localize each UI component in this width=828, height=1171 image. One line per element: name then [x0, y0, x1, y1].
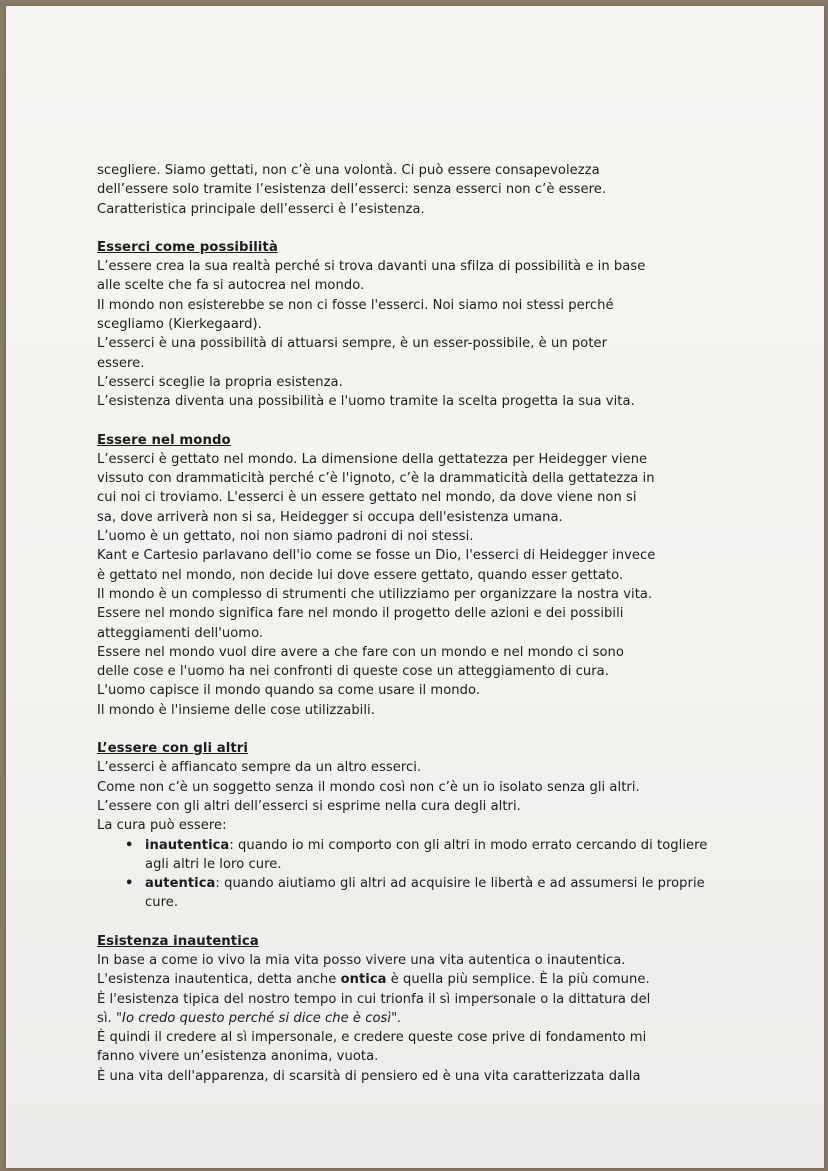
- text-line: L’uomo è un gettato, noi non siamo padroni di noi stessi.: [97, 529, 474, 545]
- text-line: Il mondo è l'insieme delle cose utilizzabili.: [97, 702, 375, 718]
- document-body: [97, 161, 723, 1086]
- list-item-autentica: [119, 874, 723, 913]
- text-line: fanno vivere un’esistenza anonima, vuota.: [97, 1049, 379, 1065]
- text-line: [97, 1009, 723, 1028]
- text-line: L'uomo capisce il mondo quando sa come usare il mondo.: [97, 683, 481, 699]
- text-line: L’essere con gli altri dell’esserci si esprime nella cura degli altri.: [97, 798, 521, 814]
- list-term: inautentica: [145, 837, 230, 853]
- text-line: sa, dove arriverà non si sa, Heidegger si occupa dell'esistenza umana.: [97, 509, 563, 525]
- list-text: : quando aiutiamo gli altri ad acquisire le libertà e ad assumersi le proprie cure.: [145, 876, 705, 911]
- text-line: L’essere crea la sua realtà perché si trova davanti una sfilza di possibilità e in base: [97, 259, 646, 275]
- text-span: L'esistenza inautentica, detta anche: [97, 972, 341, 988]
- section-essere-con-gli-altri: [97, 739, 723, 913]
- text-line: L’esserci è gettato nel mondo. La dimensione della gettatezza per Heidegger viene: [97, 451, 648, 467]
- text-line: Kant e Cartesio parlavano dell'io come se fosse un Dio, l'esserci di Heidegger invece: [97, 548, 656, 564]
- italic-quote: "Io credo questo perché si dice che è così".: [115, 1010, 402, 1026]
- section-esistenza-inautentica: [97, 932, 723, 1086]
- text-line: Essere nel mondo significa fare nel mondo il progetto delle azioni e dei possibili: [97, 606, 624, 622]
- section-heading: Esserci come possibilità: [97, 239, 278, 255]
- text-line: È quindi il credere al sì impersonale, e credere queste cose prive di fondamento mi: [97, 1030, 647, 1046]
- text-line: dell’essere solo tramite l’esistenza dell’esserci: senza esserci non c’è essere.: [97, 182, 607, 198]
- bullet-icon: •: [125, 837, 134, 853]
- bullet-icon: •: [125, 876, 134, 892]
- list-term: autentica: [145, 876, 216, 892]
- text-line: L’esserci sceglie la propria esistenza.: [97, 374, 343, 390]
- text-line: delle cose e l'uomo ha nei confronti di queste cose un atteggiamento di cura.: [97, 664, 609, 680]
- text-line: cui noi ci troviamo. L'esserci è un essere gettato nel mondo, da dove viene non si: [97, 490, 637, 506]
- text-line: atteggiamenti dell'uomo.: [97, 625, 264, 641]
- text-line: L’esserci è una possibilità di attuarsi sempre, è un esser-possibile, è un poter: [97, 336, 608, 352]
- text-line: L’esserci è affiancato sempre da un altro esserci.: [97, 760, 422, 776]
- section-esserci-come-possibilita: [97, 238, 723, 412]
- intro-paragraph: [97, 161, 723, 219]
- list-item-inautentica: [119, 836, 723, 875]
- text-line: È una vita dell'apparenza, di scarsità di pensiero ed è una vita caratterizzata dalla: [97, 1068, 641, 1084]
- text-line: [97, 970, 723, 989]
- section-essere-nel-mondo: [97, 431, 723, 720]
- text-line: La cura può essere:: [97, 818, 227, 834]
- section-heading: Esistenza inautentica: [97, 933, 259, 949]
- section-heading: L’essere con gli altri: [97, 741, 249, 757]
- text-line: scegliamo (Kierkegaard).: [97, 317, 262, 333]
- text-line: vissuto con drammaticità perché c’è l'ignoto, c’è la drammaticità della gettatezza in: [97, 471, 655, 487]
- text-span: è quella più semplice. È la più comune.: [386, 972, 650, 988]
- text-line: è gettato nel mondo, non decide lui dove essere gettato, quando esser gettato.: [97, 567, 624, 583]
- text-line: È l'esistenza tipica del nostro tempo in cui trionfa il sì impersonale o la dittatura del: [97, 991, 651, 1007]
- text-line: Come non c’è un soggetto senza il mondo così non c’è un io isolato senza gli altri.: [97, 779, 640, 795]
- section-heading: Essere nel mondo: [97, 432, 231, 448]
- text-line: Il mondo è un complesso di strumenti che utilizziamo per organizzare la nostra vita.: [97, 586, 653, 602]
- cura-types-list: [97, 836, 723, 913]
- paper-sheet: [6, 6, 824, 1168]
- text-line: Essere nel mondo vuol dire avere a che fare con un mondo e nel mondo ci sono: [97, 644, 624, 660]
- text-line: In base a come io vivo la mia vita posso vivere una vita autentica o inautentica.: [97, 952, 626, 968]
- text-line: alle scelte che fa si autocrea nel mondo.: [97, 278, 365, 294]
- list-text: : quando io mi comporto con gli altri in modo errato cercando di togliere agli altri le loro cure.: [145, 837, 708, 872]
- bold-term: ontica: [340, 972, 387, 988]
- text-span: sì.: [97, 1010, 116, 1026]
- text-line: Il mondo non esisterebbe se non ci fosse l'esserci. Noi siamo noi stessi perché: [97, 297, 614, 313]
- text-line: essere.: [97, 355, 145, 371]
- text-line: Caratteristica principale dell’esserci è l’esistenza.: [97, 201, 425, 217]
- text-line: L’esistenza diventa una possibilità e l'uomo tramite la scelta progetta la sua vita.: [97, 394, 635, 410]
- text-line: scegliere. Siamo gettati, non c’è una volontà. Ci può essere consapevolezza: [97, 163, 600, 178]
